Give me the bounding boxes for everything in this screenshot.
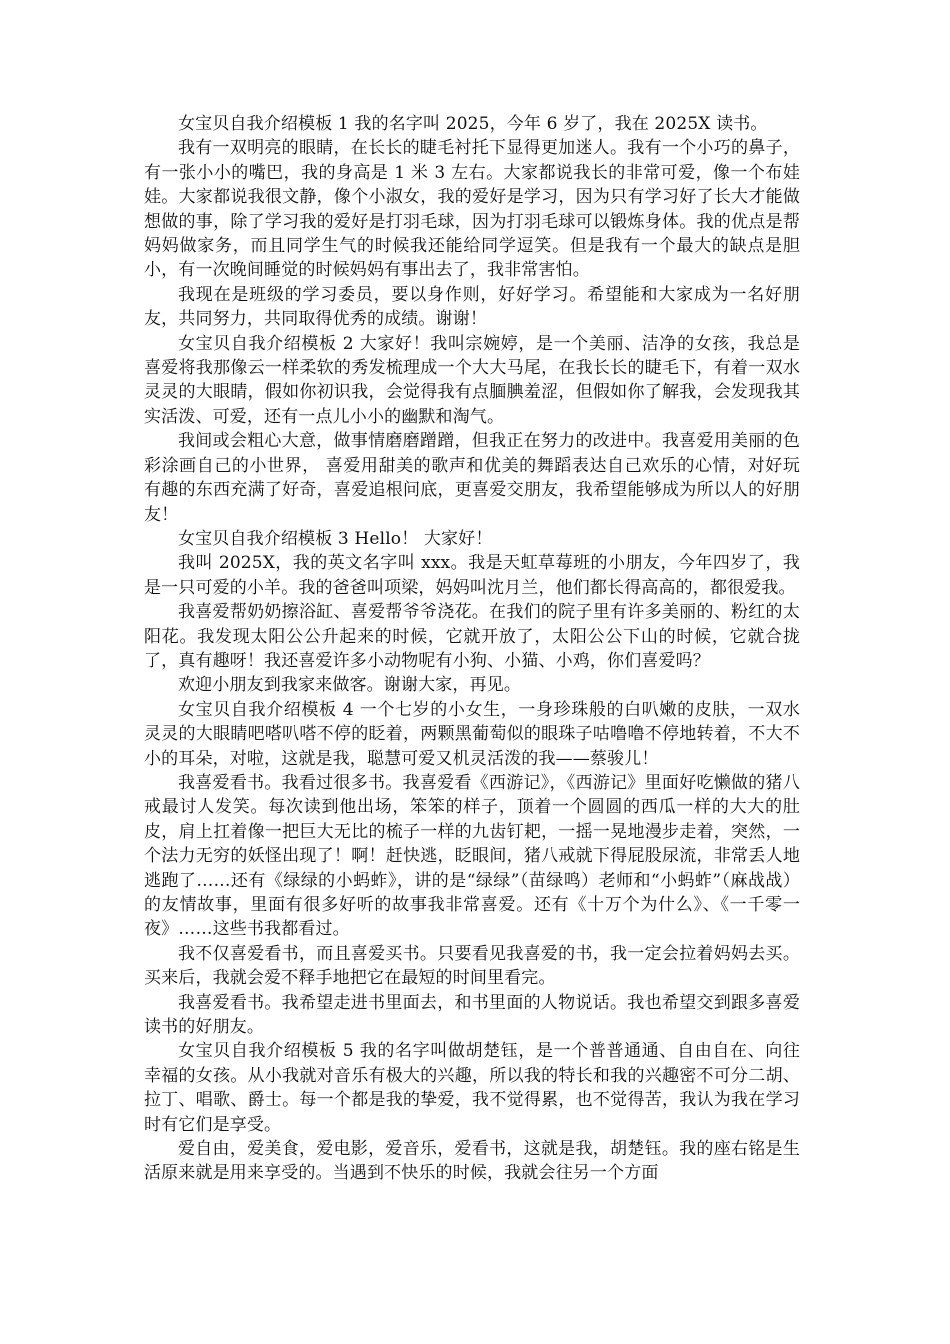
paragraph: 我喜爱帮奶奶擦浴缸、喜爱帮爷爷浇花。在我们的院子里有许多美丽的、粉红的太阳花。我发现太阳公公升起来的时候，它就开放了，太阳公公下山的时候，它就合拢了，真有趣呀！我还喜爱许多小动物呢有小狗、小猫、小鸡，你们喜爱吗？ <box>144 602 800 671</box>
paragraph: 我喜爱看书。我看过很多书。我喜爱看《西游记》，《西游记》里面好吃懒做的猪八戒最讨人发笑。每次读到他出场，笨笨的样子，顶着一个圆圆的西瓜一样的大大的肚皮，肩上扛着像一把巨大无比的梳子一样的九齿钉耙，一摇一晃地漫步走着，突然，一个法力无穷的妖怪出现了！啊！赶快逃，眨眼间，猪八戒就下得屁股尿流，非常丢人地逃跑了……还有《绿绿的小蚂蚱》，讲的是“绿绿”（苗绿鸣）老师和“小蚂蚱”（麻战战）的友情故事，里面有很多好听的故事我非常喜爱。还有《十万个为什么》、《一千零一夜》……这些书我都看过。 <box>144 772 800 940</box>
paragraph: 我间或会粗心大意，做事情磨磨蹭蹭，但我正在努力的改进中。我喜爱用美丽的色彩涂画自己的小世界， 喜爱用甜美的歌声和优美的舞蹈表达自己欢乐的心情，对好玩有趣的东西充满了好奇，喜爱追根问底，更喜爱交朋友，我希望能够成为所以人的好朋友！ <box>144 431 800 525</box>
paragraph: 女宝贝自我介绍模板 3 Hello！ 大家好！ <box>178 528 493 549</box>
paragraph: 女宝贝自我介绍模板 1 我的名字叫 2025，今年 6 岁了，我在 2025X 读书。 <box>178 114 768 134</box>
paragraph: 我不仅喜爱看书，而且喜爱买书。只要看见我喜爱的书，我一定会拉着妈妈去买。买来后，我就会爱不释手地把它在最短的时间里看完。 <box>144 943 800 989</box>
paragraph: 我有一双明亮的眼睛，在长长的睫毛衬托下显得更加迷人。我有一个小巧的鼻子，有一张小小的嘴巴，我的身高是 1 米 3 左右。大家都说我长的非常可爱，像一个布娃娃。大家都说我很文静，像个小淑女，我的爱好是学习，因为只有学习好了长大才能做想做的事，除了学习我的爱好是打羽毛球，因为打羽毛球可以锻炼身体。我的优点是帮妈妈做家务，而且同学生气的时候我还能给同学逗笑。但是我有一个最大的缺点是胆小，有一次晚间睡觉的时候妈妈有事出去了，我非常害怕。 <box>144 138 800 281</box>
paragraph: 我现在是班级的学习委员，要以身作则，好好学习。希望能和大家成为一名好朋友，共同努力，共同取得优秀的成绩。谢谢！ <box>144 284 800 330</box>
paragraph: 我喜爱看书。我希望走进书里面去，和书里面的人物说话。我也希望交到跟多喜爱读书的好朋友。 <box>144 992 800 1038</box>
paragraph: 女宝贝自我介绍模板 4 一个七岁的小女生，一身珍珠般的白叭嫩的皮肤，一双水灵灵的大眼睛吧嗒叭嗒不停的眨着，两颗黑葡萄似的眼珠子咕噜噜不停地转着，不大不小的耳朵，对啦，这就是我，聪慧可爱又机灵活泼的我——蔡骏儿！ <box>144 699 800 769</box>
document-body <box>144 112 800 1186</box>
paragraph: 爱自由，爱美食，爱电影，爱音乐，爱看书，这就是我，胡楚钰。我的座右铭是生活原来就是用来享受的。当遇到不快乐的时候，我就会往另一个方面 <box>144 1139 800 1184</box>
paragraph: 我叫 2025X，我的英文名字叫 xxx。我是天虹草莓班的小朋友，今年四岁了，我是一只可爱的小羊。我的爸爸叫项梁，妈妈叫沈月兰，他们都长得高高的，都很爱我。 <box>144 553 800 598</box>
paragraph: 女宝贝自我介绍模板 2 大家好！我叫宗婉婷，是一个美丽、洁净的女孩，我总是喜爱将我那像云一样柔软的秀发梳理成一个大大马尾，在我长长的睫毛下，有着一双水灵灵的大眼睛，假如你初识我，会觉得我有点腼腆羞涩，但假如你了解我，会发现我其实活泼、可爱，还有一点儿小小的幽默和淘气。 <box>144 333 800 427</box>
paragraph: 女宝贝自我介绍模板 5 我的名字叫做胡楚钰，是一个普普通通、自由自在、向往幸福的女孩。从小我就对音乐有极大的兴趣，所以我的特长和我的兴趣密不可分二胡、拉丁、唱歌、爵士。每一个都是我的挚爱，我不觉得累，也不觉得苦，我认为我在学习时有它们是享受。 <box>144 1041 800 1135</box>
paragraph: 欢迎小朋友到我家来做客。谢谢大家，再见。 <box>178 675 521 696</box>
